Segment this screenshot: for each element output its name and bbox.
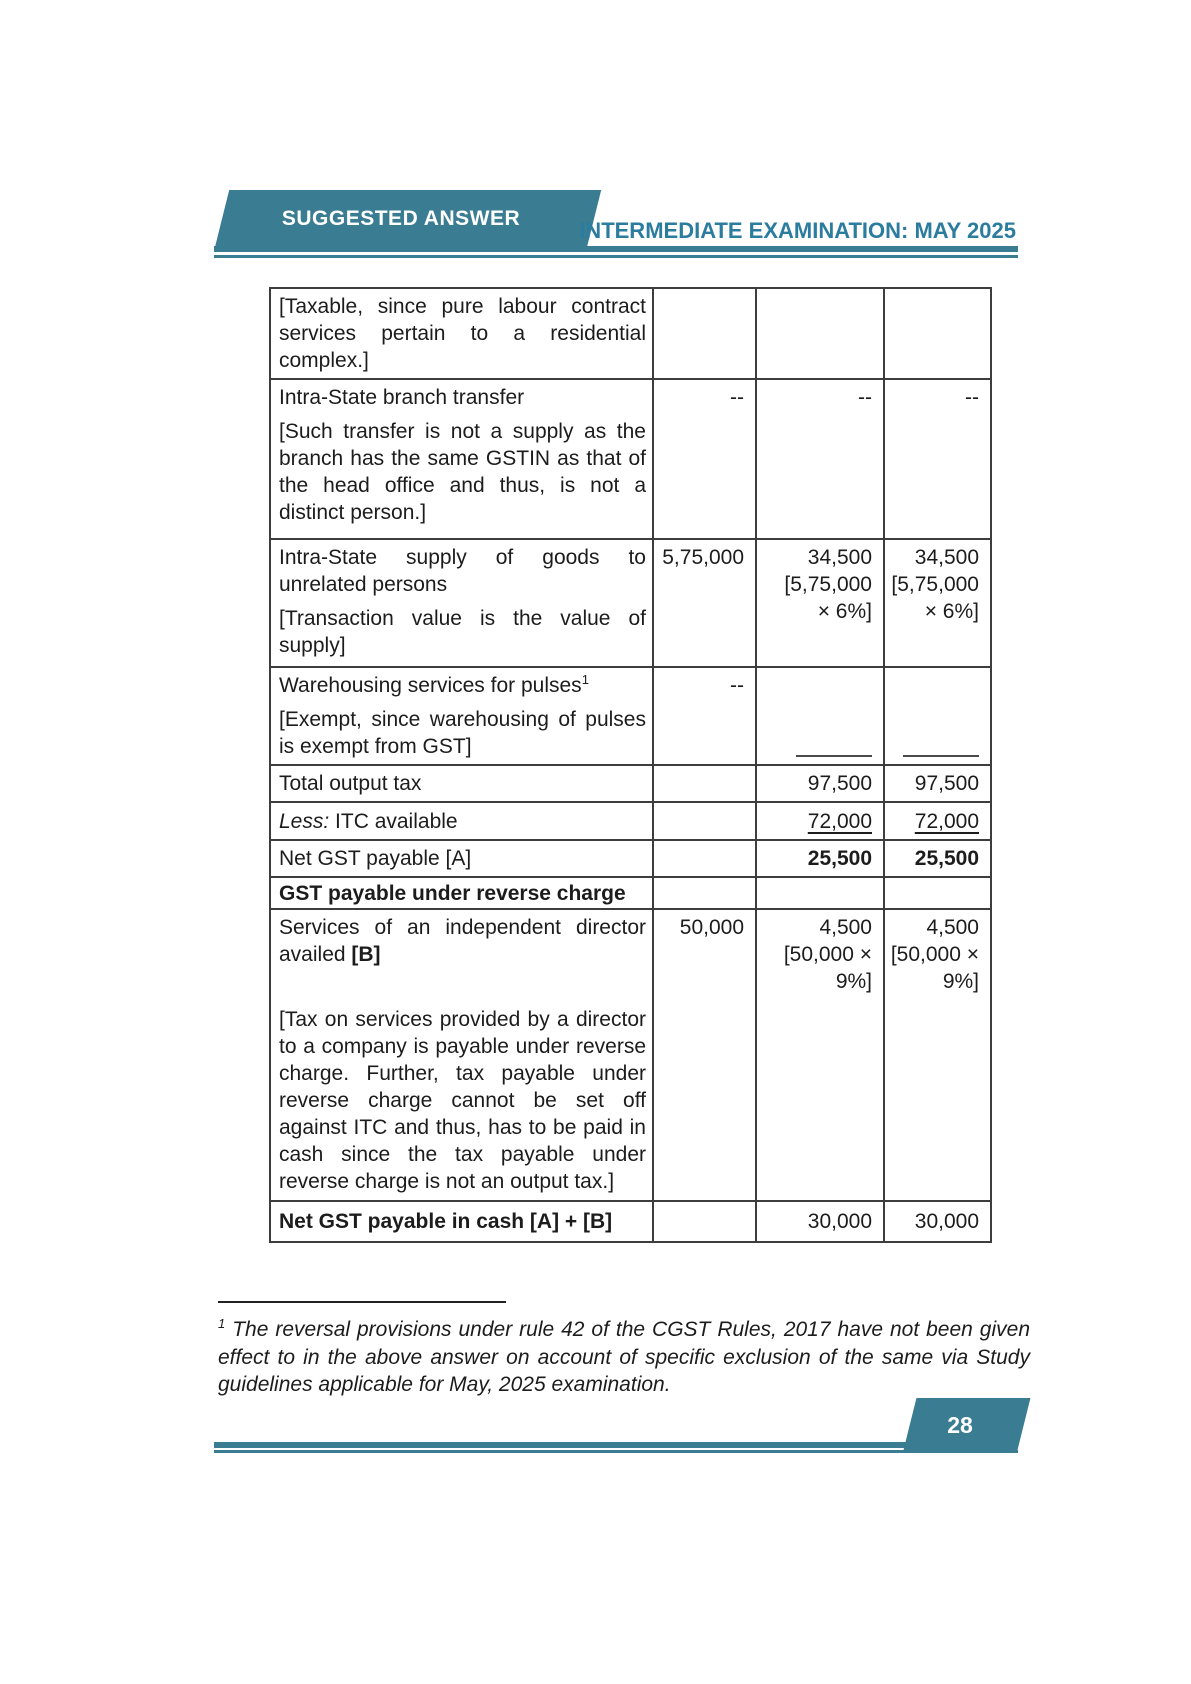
row-label-ref: [B]: [351, 943, 381, 966]
row-note: [Taxable, since pure labour contract services pertain to a residential complex.]: [279, 295, 646, 372]
table-row: [270, 288, 991, 379]
cgst-amount: 72,000: [807, 809, 872, 833]
sgst-working: [50,000 ×: [890, 943, 979, 966]
cgst-cell: [756, 288, 884, 379]
table-row: [270, 765, 991, 802]
footnote-text: The reversal provisions under rule 42 of the CGST Rules, 2017 have not been given effect to in the above answer on account of specific exclusion of the same via Study guidelines applicable for May, 2025 examination.: [218, 1318, 1030, 1396]
cgst-cell: [756, 667, 884, 765]
value-cell: --: [653, 667, 756, 765]
row-label-line: [279, 914, 646, 968]
value-cell: [653, 765, 756, 802]
row-description: [270, 840, 653, 877]
row-label: Warehousing services for pulses: [279, 674, 582, 697]
value-cell: --: [653, 379, 756, 539]
footnote-ref: 1: [581, 672, 589, 687]
sgst-cell: [884, 667, 991, 765]
sgst-amount: 4,500: [926, 916, 979, 939]
row-note: [Exempt, since warehousing of pulses is exempt from GST]: [279, 708, 646, 758]
row-label: Services of an independent director availed: [279, 916, 646, 966]
row-label: Intra-State supply of goods to unrelated persons: [279, 546, 646, 596]
sum-line: [796, 755, 872, 757]
value-cell: [653, 1201, 756, 1242]
row-note: [Such transfer is not a supply as the branch has the same GSTIN as that of the head office and thus, is not a distinct person.]: [279, 420, 646, 524]
row-label: Net GST payable in cash [A] + [B]: [279, 1210, 613, 1233]
page-number: 28: [947, 1411, 973, 1438]
sgst-cell: [884, 877, 991, 909]
row-description: [270, 379, 653, 539]
table-row: [270, 667, 991, 765]
row-description: [270, 667, 653, 765]
sgst-cell: 30,000: [884, 1201, 991, 1242]
cgst-amount: 4,500: [819, 916, 872, 939]
sum-line: [903, 755, 979, 757]
sgst-cell: 97,500: [884, 765, 991, 802]
table-row: [270, 840, 991, 877]
row-description: [270, 539, 653, 667]
cgst-cell: [756, 877, 884, 909]
footer-rule-thick: [214, 1442, 1018, 1448]
sgst-amount: 34,500: [914, 546, 979, 569]
sgst-working: × 6%]: [924, 600, 979, 623]
row-note: [Tax on services provided by a director to a company is payable under reverse charge. Further, tax payable under reverse charge cannot be set off against ITC and thus, has to be paid in cash since the tax payable under reverse charge is not an output tax.]: [279, 1008, 646, 1193]
gst-computation-table: [269, 287, 992, 1243]
cgst-cell: --: [756, 379, 884, 539]
footnote: [218, 1316, 1030, 1399]
cgst-working: [5,75,000: [784, 573, 872, 596]
header-rule-thick: [214, 246, 1018, 252]
row-description: [270, 802, 653, 840]
value-cell: [653, 840, 756, 877]
row-label: Net GST payable [A]: [279, 847, 472, 870]
row-description: [270, 909, 653, 1201]
row-label: ITC available: [329, 809, 458, 833]
table-row: [270, 802, 991, 840]
cgst-cell: 30,000: [756, 1201, 884, 1242]
table-row: [270, 909, 991, 1201]
sgst-cell: [884, 909, 991, 1201]
row-label: Total output tax: [279, 772, 422, 795]
footnote-marker: 1: [218, 1316, 226, 1331]
row-description: [270, 1201, 653, 1242]
sgst-working: [5,75,000: [891, 573, 979, 596]
header-rule-thin: [214, 255, 1018, 258]
row-description: [270, 288, 653, 379]
row-label-lead: Less:: [279, 809, 330, 833]
sgst-cell: --: [884, 379, 991, 539]
sgst-cell: 25,500: [884, 840, 991, 877]
row-label: GST payable under reverse charge: [279, 881, 626, 905]
row-note: [Transaction value is the value of supply]: [279, 607, 646, 657]
section-header: [270, 877, 653, 909]
table-row: [270, 379, 991, 539]
sgst-cell: [884, 539, 991, 667]
value-cell: [653, 802, 756, 840]
cgst-cell: [756, 909, 884, 1201]
footer-rule-thin: [214, 1450, 1018, 1453]
row-label-line: [279, 672, 646, 699]
cgst-cell: [756, 802, 884, 840]
cgst-working: [50,000 ×: [783, 943, 872, 966]
cgst-cell: 97,500: [756, 765, 884, 802]
cgst-working: 9%]: [835, 970, 872, 993]
suggested-answer-label: SUGGESTED ANSWER: [281, 206, 521, 230]
sgst-amount: 72,000: [914, 809, 979, 833]
value-cell: 5,75,000: [653, 539, 756, 667]
cgst-cell: 25,500: [756, 840, 884, 877]
table-section-row: [270, 877, 991, 909]
row-label: Intra-State branch transfer: [279, 386, 525, 409]
footnote-separator: [218, 1301, 506, 1303]
table-row: [270, 539, 991, 667]
sgst-cell: [884, 288, 991, 379]
row-description: [270, 765, 653, 802]
table-total-row: [270, 1201, 991, 1242]
sgst-cell: [884, 802, 991, 840]
cgst-working: × 6%]: [817, 600, 872, 623]
value-cell: [653, 288, 756, 379]
exam-session-title: INTERMEDIATE EXAMINATION: MAY 2025: [579, 218, 1016, 243]
cgst-cell: [756, 539, 884, 667]
sgst-working: 9%]: [942, 970, 979, 993]
value-cell: [653, 877, 756, 909]
cgst-amount: 34,500: [807, 546, 872, 569]
value-cell: 50,000: [653, 909, 756, 1201]
